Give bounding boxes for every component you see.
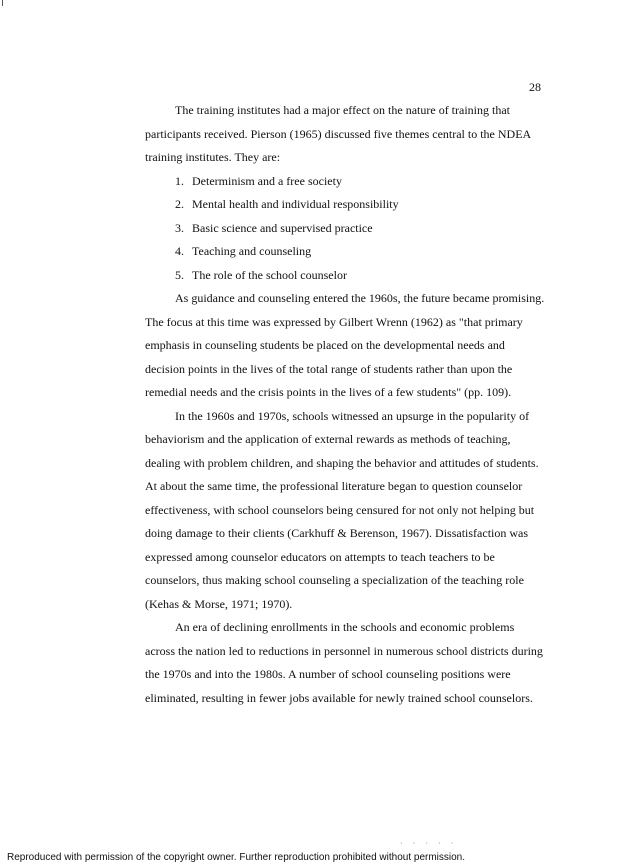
list-item-number: 1. [175, 173, 184, 188]
paragraph-1 [145, 99, 545, 170]
list-item-number: 5. [175, 267, 184, 282]
scan-artifact-dots: ····· [400, 839, 464, 848]
list-item-text: Basic science and supervised practice [192, 220, 373, 235]
body-text [145, 99, 545, 710]
page-number: 28 [529, 80, 541, 94]
list-item [145, 193, 545, 217]
list-item-text: Determinism and a free society [192, 173, 342, 188]
copyright-notice: Reproduced with permission of the copyright owner. Further reproduction prohibited without permission. [7, 852, 466, 863]
list-item [145, 170, 545, 194]
list-item-text: Teaching and counseling [192, 244, 312, 258]
paragraph-4-text: An era of declining enrollments in the schools and economic problems across the nation led to reductions in personnel in numerous school districts during the 1970s and into the 1980s. A number of school counseling positions were eliminated, resulting in fewer jobs available for newly trained school counselors. [145, 620, 543, 705]
margin-mark [2, 0, 3, 6]
paragraph-2 [145, 287, 545, 405]
paragraph-4 [145, 616, 545, 710]
paragraph-3-text: In the 1960s and 1970s, schools witnessed an upsurge in the popularity of behaviorism and the application of external rewards as methods of teaching, dealing with problem children, and shaping the behavior and attitudes of students. At about the same time, the professional literature began to question counselor effectiveness, with school counselors being censured for not only not helping but doing damage to their clients (Carkhuff & Berenson, 1967). Dissatisfaction was expressed among counselor educators on attempts to teach teachers to be counselors, thus making school counseling a specialization of the teaching role (Kehas & Morse, 1971; 1970). [145, 408, 539, 611]
paragraph-1-text: The training institutes had a major effect on the nature of training that participants received. Pierson (1965) discussed five themes central to the NDEA training institutes. They are: [145, 103, 531, 164]
list-item [145, 240, 545, 264]
list-item-number: 4. [175, 244, 184, 258]
list-item [145, 217, 545, 241]
paragraph-3 [145, 405, 545, 617]
list-item-text: Mental health and individual responsibility [192, 197, 399, 211]
list-item [145, 264, 545, 288]
list-item-text: The role of the school counselor [192, 267, 347, 282]
themes-list [145, 170, 545, 288]
list-item-number: 2. [175, 197, 184, 211]
list-item-number: 3. [175, 220, 184, 235]
paragraph-2-text: As guidance and counseling entered the 1960s, the future became promising. The focus at this time was expressed by Gilbert Wrenn (1962) as "that primary emphasis in counseling students be placed on the developmental needs and decision points in the lives of the total range of students rather than upon the remedial needs and the crisis points in the lives of a few students" (pp. 109). [145, 291, 545, 399]
